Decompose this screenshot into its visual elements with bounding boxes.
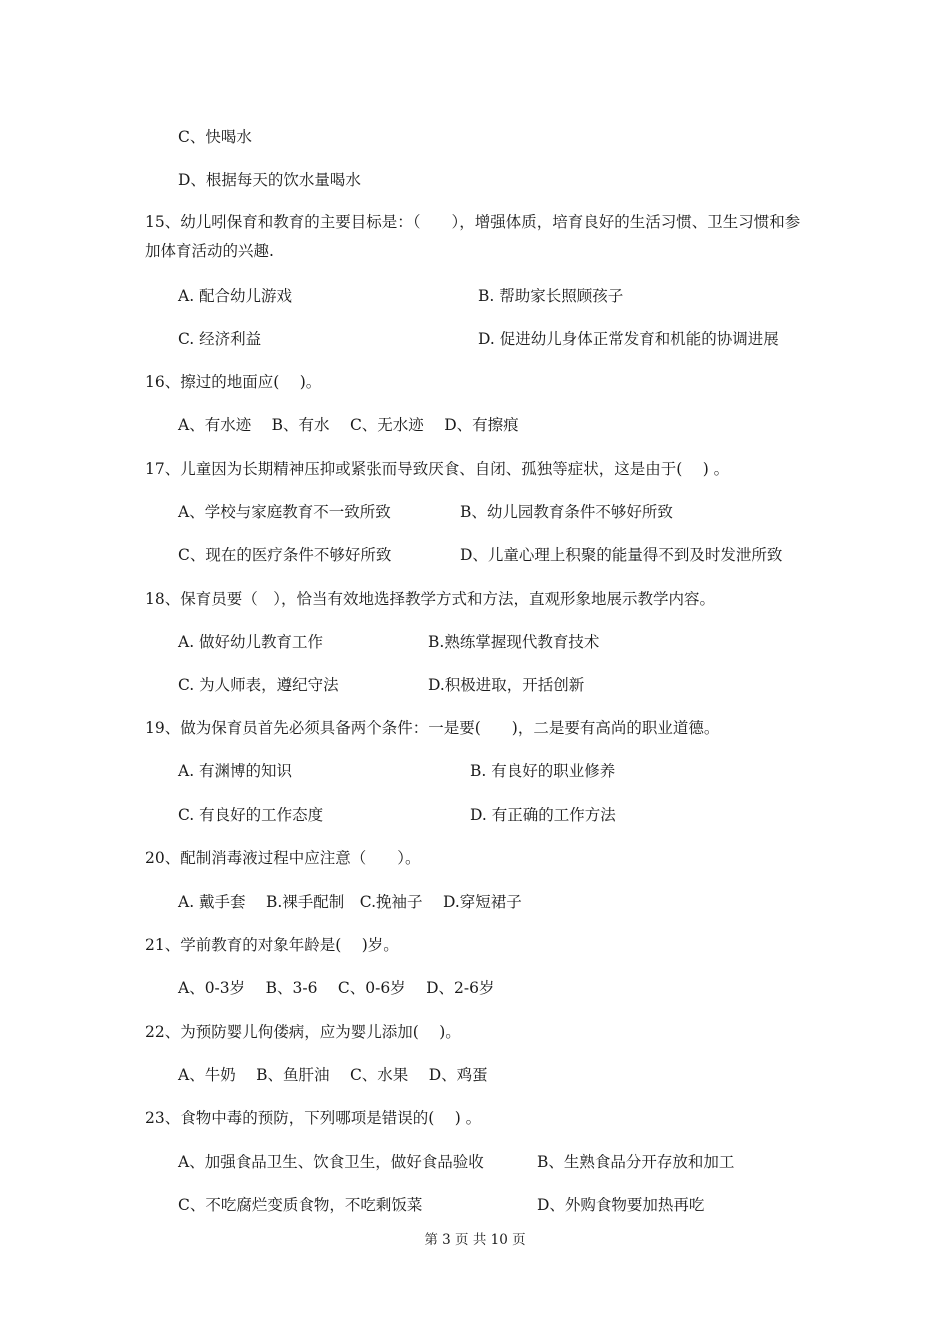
q16-options: A、有水迹 B、有水 C、无水迹 D、有擦痕	[178, 416, 519, 434]
option-c-prev: C、快喝水	[178, 128, 252, 146]
q15-option-d: D. 促进幼儿身体正常发育和机能的协调进展	[478, 330, 779, 348]
q21-options: A、0-3岁 B、3-6 C、0-6岁 D、2-6岁	[178, 979, 495, 997]
q15-option-b: B. 帮助家长照顾孩子	[478, 287, 624, 305]
q22-options: A、牛奶 B、鱼肝油 C、水果 D、鸡蛋	[178, 1066, 488, 1084]
q15-option-c: C. 经济利益	[178, 330, 262, 348]
q17-option-b: B、幼儿园教育条件不够好所致	[460, 503, 673, 521]
question-18: 18、保育员要（ ），恰当有效地选择教学方式和方法，直观形象地展示教学内容。	[145, 590, 715, 608]
q18-option-d: D.积极进取，开括创新	[428, 676, 585, 694]
q23-option-d: D、外购食物要加热再吃	[537, 1196, 705, 1214]
question-20: 20、配制消毒液过程中应注意（ ）。	[145, 849, 421, 867]
page-number: 第 3 页 共 10 页	[424, 1232, 526, 1248]
question-21: 21、学前教育的对象年龄是( )岁。	[145, 936, 399, 954]
q19-option-d: D. 有正确的工作方法	[470, 806, 616, 824]
page-footer	[0, 1231, 950, 1249]
q17-option-a: A、学校与家庭教育不一致所致	[178, 503, 391, 521]
q20-options: A. 戴手套 B.裸手配制 C.挽袖子 D.穿短裙子	[178, 893, 522, 911]
q18-option-b: B.熟练掌握现代教育技术	[428, 633, 600, 651]
q19-option-a: A. 有渊博的知识	[178, 762, 293, 780]
q19-option-c: C. 有良好的工作态度	[178, 806, 324, 824]
q23-option-b: B、生熟食品分开存放和加工	[537, 1153, 735, 1171]
q19-option-b: B. 有良好的职业修养	[470, 762, 616, 780]
question-16: 16、擦过的地面应( )。	[145, 373, 322, 391]
q17-option-c: C、现在的医疗条件不够好所致	[178, 546, 392, 564]
q18-option-c: C. 为人师表，遵纪守法	[178, 676, 339, 694]
question-23: 23、食物中毒的预防，下列哪项是错误的( ) 。	[145, 1109, 482, 1127]
q17-option-d: D、儿童心理上积聚的能量得不到及时发泄所致	[460, 546, 783, 564]
q18-option-a: A. 做好幼儿教育工作	[178, 633, 324, 651]
q15-option-a: A. 配合幼儿游戏	[178, 287, 293, 305]
q23-option-c: C、不吃腐烂变质食物，不吃剩饭菜	[178, 1196, 423, 1214]
question-17: 17、儿童因为长期精神压抑或紧张而导致厌食、自闭、孤独等症状，这是由于( ) 。	[145, 460, 730, 478]
question-22: 22、为预防婴儿佝偻病，应为婴儿添加( )。	[145, 1023, 461, 1041]
question-15: 15、幼儿吲保育和教育的主要目标是：（ ），增强体质，培育良好的生活习惯、卫生习惯和参加体育活动的兴趣.	[145, 213, 801, 260]
option-d-prev: D、根据每天的饮水量喝水	[178, 171, 361, 189]
q23-option-a: A、加强食品卫生、饮食卫生，做好食品验收	[178, 1153, 484, 1171]
question-19: 19、做为保育员首先必须具备两个条件：一是要( )，二是要有高尚的职业道德。	[145, 719, 720, 737]
